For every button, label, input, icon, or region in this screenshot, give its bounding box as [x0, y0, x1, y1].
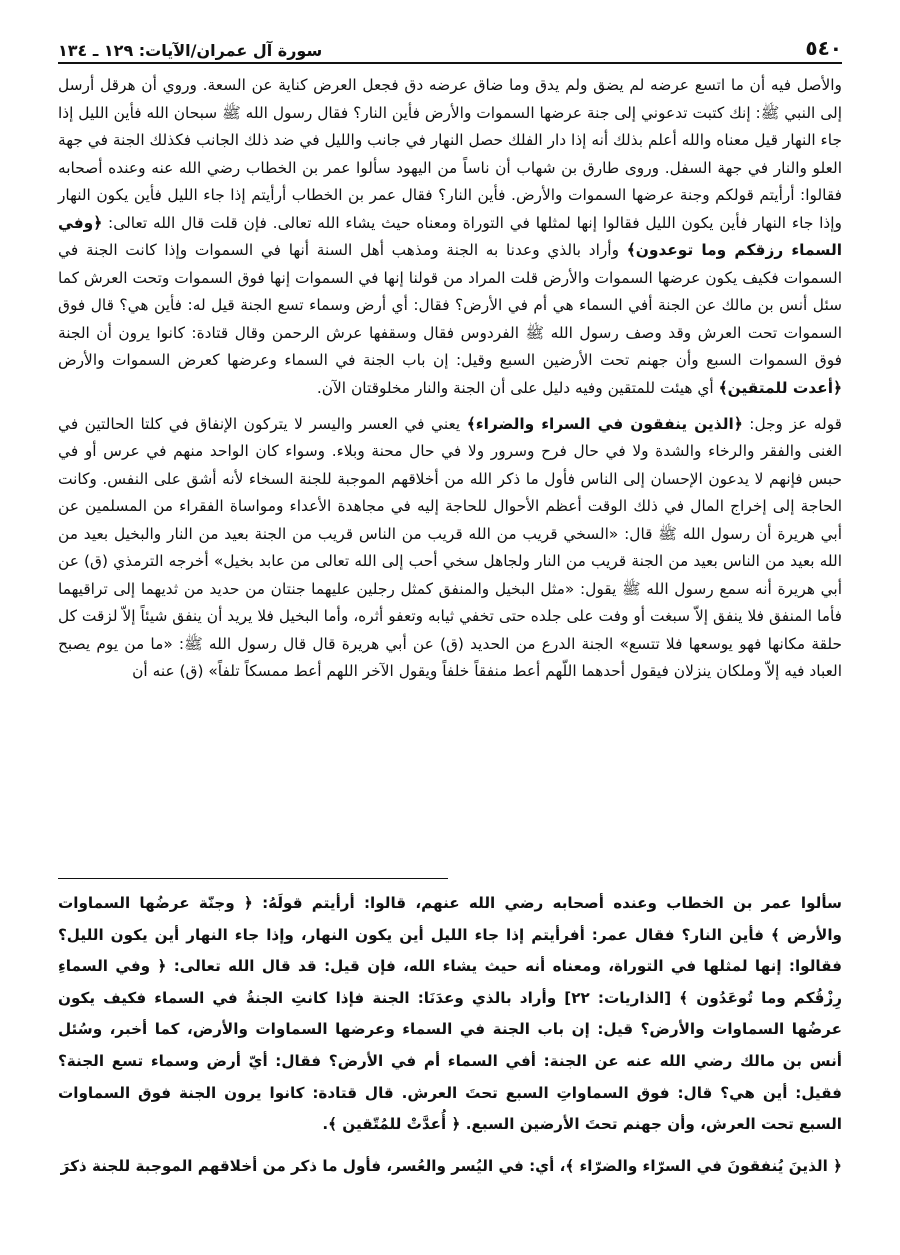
text-run: وأراد بالذي وعدنا به الجنة ومذهب أهل السنة أنها في السموات وإذا كانت الجنة في السموات فكيف يكون عرضها السموات والأرض قلت المراد من قولنا إنها في السموات إنها فوق السموات وتحت العرش كما سئل أنس بن مالك عن الجنة أفي السماء هي أم في الأرض؟ فقال: أي أرض وسماء تسع الجنة قيل له: فأين هي؟ قال فوق السموات تحت العرش وقد وصف رسول الله ﷺ الفردوس فقال وسقفها عرش الرحمن وقال قتادة: كانوا يرون أن الجنة فوق السموات السبع وأن جهنم تحت الأرضين السبع وقيل: إن باب الجنة في السماء وعرضها كعرض السموات والأرض: [58, 241, 842, 370]
footnote-text: سألوا عمر بن الخطاب وعنده أصحابه رضي الله عنهم، قالوا: أرأيتم قولَهُ: ﴿ وجنّة عرضُها السماوات والأرض ﴾ فأين النار؟ فقال عمر: أفرأيتم إذا جاء الليل أين يكون النهار، وإذا جاء النهار أين يكون الليل؟ فقالوا: إنها لمثلها في التوراة، ومعناه أنه حيث يشاء الله، فإن قيل: قد قال الله تعالى: ﴿ وفي السماءِ رِزْقُكم وما تُوعَدُون ﴾ [الذاريات: ٢٢] وأراد بالذي وعدَنَا: الجنة فإذا كانتِ الجنةُ في السماء فكيف يكون عرضُها السماوات والأرض؟ قيل: إن باب الجنة في السماء وعرضها السماوات والأرض، كما أخبر، وسُئل أنس بن مالك رضي الله عنه عن الجنة: أفي السماء أم في الأرض؟ فقال: أيّ أرض وسماء تسع الجنة؟ فقيل: أين هي؟ قال: فوق السماواتِ السبع تحتَ العرش. قال قتادة: كانوا يرون الجنة فوق السماوات السبع تحت العرش، وأن جهنم تحتَ الأرضين السبع. ﴿ أُعدَّتْ للمُتّقين ﴾.: [58, 894, 842, 1134]
text-run: والأصل فيه أن ما اتسع عرضه لم يضق ولم يدق وما ضاق عرضه دق فجعل العرض كناية عن السعة. وروي أن هرقل أرسل إلى النبي ﷺ: إنك كتبت تدعوني إلى جنة عرضها السموات والأرض فأين النار؟ فقال رسول الله ﷺ سبحان الله فأين الليل إذا جاء النهار قيل معناه والله أعلم بذلك أنه إذا دار الفلك حصل النهار في جانب والليل في ضد ذلك الجانب فكذلك الجنة في جهة العلو والنار في جهة السفل. وروى طارق بن شهاب أن ناساً من اليهود سألوا عمر بن الخطاب رضي الله عنه وعنده أصحابه فقالوا: أرأيتم قولكم وجنة عرضها السموات والأرض. فأين النار؟ فقال عمر بن الخطاب أرأيتم إذا جاء الليل فأين يكون النهار وإذا جاء النهار فأين يكون الليل فقالوا إنها لمثلها في التوراة ومعناه حيث يشاء الله تعالى. فإن قلت قال الله تعالى:: [58, 76, 842, 232]
footnote-separator: [58, 878, 448, 879]
quran-verse: ﴿وفي السماء رزقكم وما توعدون﴾: [58, 213, 842, 260]
page-header: [58, 30, 842, 60]
text-run: أي هيئت للمتقين وفيه دليل على أن الجنة والنار مخلوقتان الآن.: [316, 379, 719, 398]
footnote-text: ﴿ الذينَ يُنفقونَ في السرّاء والضرّاء ﴾، أي: في اليُسر والعُسر، فأول ما ذكر من أخلاقهم الموجبة للجنة ذكرَ: [60, 1156, 842, 1175]
text-run: يعني في العسر واليسر لا يتركون الإنفاق في كلتا الحالتين في الغنى والفقر والرخاء والشدة ولا في حال فرح وسرور ولا في حال محنة وبلاء. وسواء كان الواحد منهم في عرس أو في حبس فإنهم لا يدعون الإحسان إلى الناس فأول ما ذكر الله من أخلاقهم الموجبة للجنة السخاء لأنه أشق على النفس. وكانت الحاجة إلى إخراج المال في ذلك الوقت أعظم الأحوال للحاجة إليه في مجاهدة الأعداء ومواساة الفقراء من المسلمين عن أبي هريرة أن رسول الله ﷺ قال: «السخي قريب من الله قريب من الناس قريب من الجنة بعيد من النار والبخيل بعيد من الله بعيد من الناس بعيد من الجنة قريب من النار ولجاهل سخي أحب إلى الله تعالى من عابد بخيل» أخرجه الترمذي (ق) عن أبي هريرة أنه سمع رسول الله ﷺ يقول: «مثل البخيل والمنفق كمثل رجلين عليهما جنتان من حديد من ثديهما إلى تراقيهما فأما المنفق فلا ينفق إلاّ سبغت أو وفت على جلده حتى تخفي ثيابه وتعفو أثره، وأما البخيل فلا يريد أن ينفق شيئاً إلاّ لزقت كل حلقة مكانها فهو يوسعها فلا تتسع» الجنة الدرع من الحديد (ق) عن أبي هريرة قال قال رسول الله ﷺ: «ما من يوم يصبح العباد فيه إلاّ وملكان ينزلان فيقول أحدهما اللّهم أعط منفقاً خلفاً ويقول الآخر اللهم أعط ممسكاً تلفاً» (ق) عنه أن: [58, 414, 842, 681]
text-run: قوله عز وجل:: [742, 414, 842, 433]
footnote-paragraph-2: [58, 1151, 842, 1183]
quran-verse: ﴿أعدت للمتقين﴾: [718, 379, 842, 398]
footnote-paragraph-1: [58, 888, 842, 1141]
main-paragraph-2: [58, 411, 842, 686]
footnote-section: [58, 888, 842, 1238]
running-title: سورة آل عمران/الآيات: ١٢٩ ـ ١٣٤: [58, 41, 323, 60]
quran-verse: ﴿الذين ينفقون في السراء والضراء﴾: [466, 414, 743, 433]
main-paragraph-1: [58, 72, 842, 403]
header-rule: [58, 62, 842, 64]
main-text: [58, 72, 842, 812]
page-number: ٥٤٠: [805, 36, 842, 60]
